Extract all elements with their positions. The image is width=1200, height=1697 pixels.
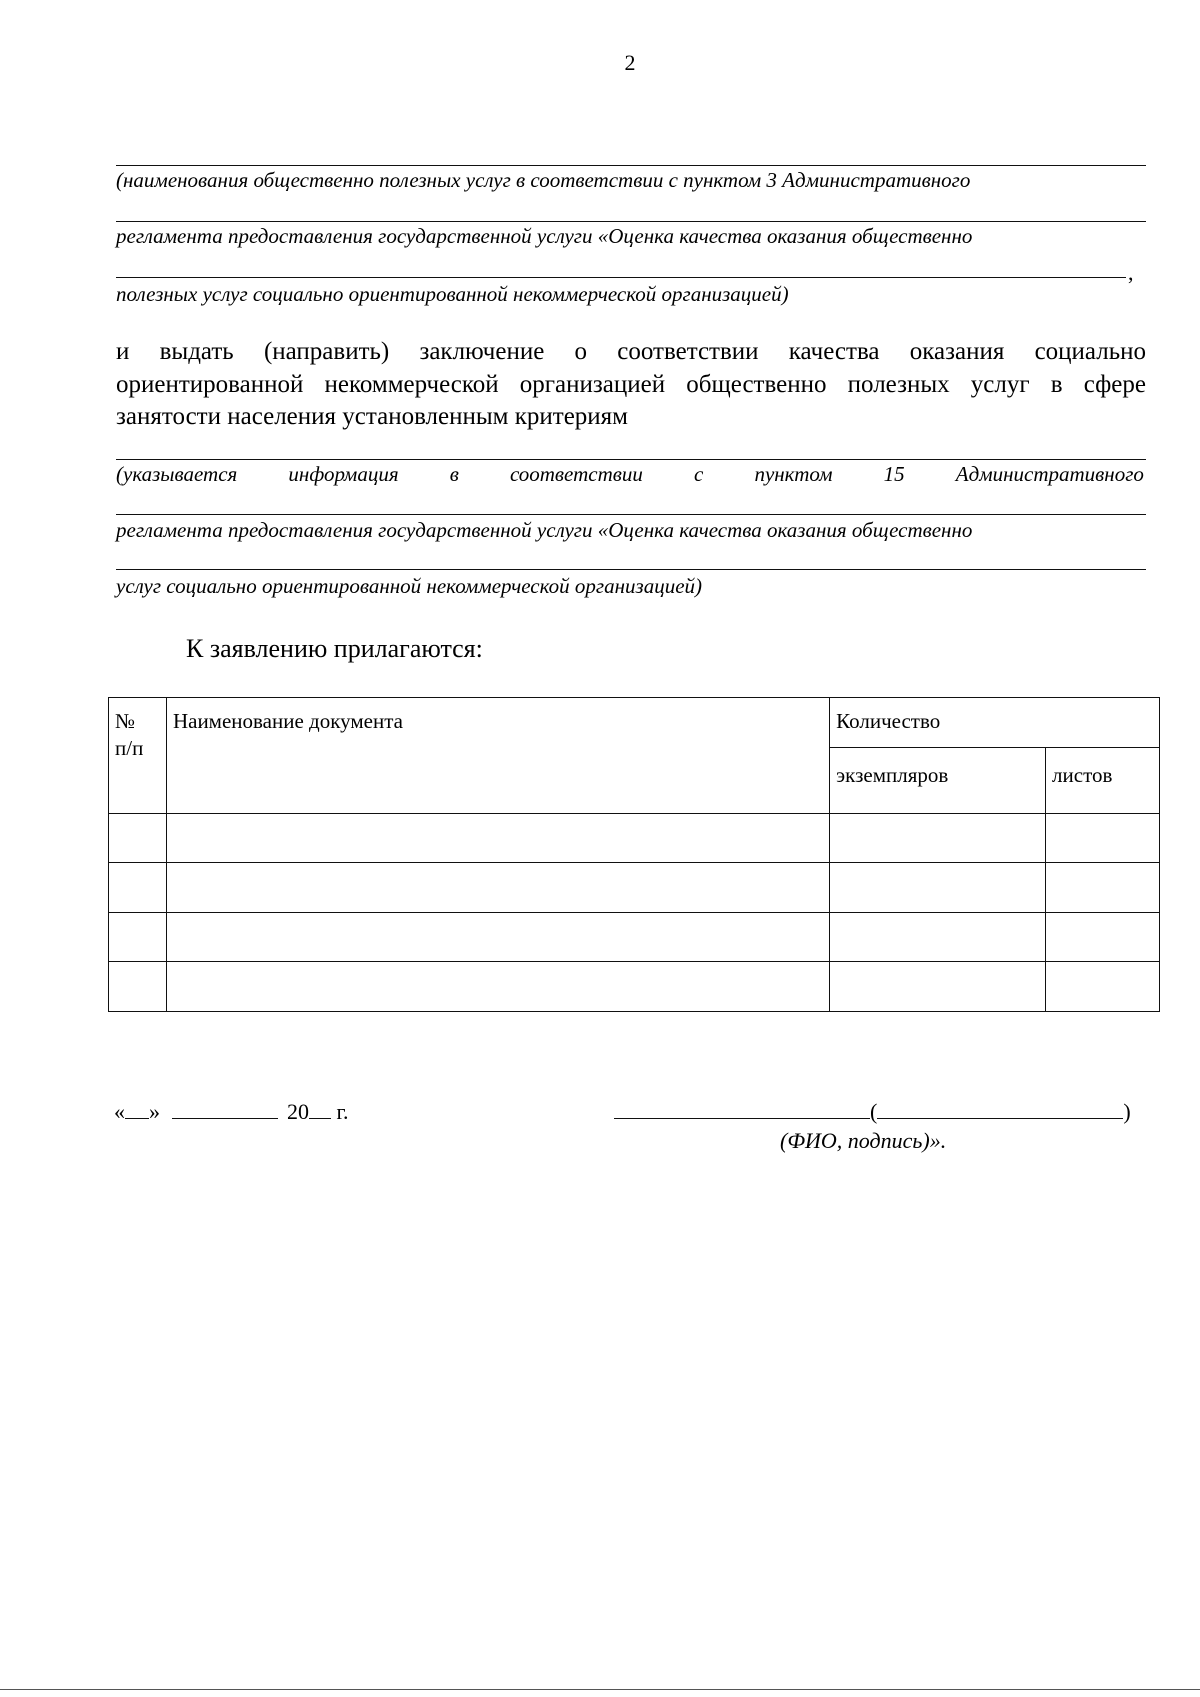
attachments-heading: К заявлению прилагаются: — [186, 634, 483, 663]
signature-blank[interactable] — [614, 1098, 870, 1119]
hint-criteria-line-3: услуг социально ориентированной некоммерческой организацией) — [116, 574, 703, 598]
blank-line-criteria-1 — [116, 459, 1146, 460]
table-row — [109, 863, 1160, 913]
month-blank[interactable] — [172, 1098, 278, 1119]
row-name-cell[interactable] — [166, 814, 829, 863]
table-row — [109, 814, 1160, 863]
row-copies-cell[interactable] — [830, 913, 1046, 962]
header-sheets-cell — [1046, 748, 1160, 814]
signature-open-paren: ( — [870, 1099, 878, 1124]
year-suffix: г. — [336, 1099, 349, 1124]
header-quantity-cell — [830, 698, 1160, 748]
page-bottom-rule — [0, 1689, 1200, 1690]
hint-service-line-1: (наименования общественно полезных услуг в соответствии с пунктом 3 Административного — [116, 168, 971, 192]
header-quantity: Количество — [836, 709, 941, 733]
hint-criteria-word: (указывается — [116, 462, 238, 486]
hint-criteria-line-2: регламента предоставления государственной услуги «Оценка качества оказания общественно — [116, 518, 973, 542]
signature-field — [614, 1098, 1131, 1125]
header-document-name: Наименование документа — [172, 709, 403, 733]
hint-criteria-word: пунктом — [754, 462, 833, 486]
hint-service-line-2: регламента предоставления государственной услуги «Оценка качества оказания общественно — [116, 224, 973, 248]
trailing-comma: , — [1128, 260, 1134, 285]
row-copies-cell[interactable] — [830, 962, 1046, 1012]
header-number: № п/п — [115, 709, 144, 760]
blank-line-service-3 — [116, 277, 1126, 278]
blank-line-criteria-3 — [116, 569, 1146, 570]
date-close-quote: » — [149, 1099, 160, 1124]
row-name-cell[interactable] — [166, 962, 829, 1012]
row-sheets-cell[interactable] — [1046, 863, 1160, 913]
row-sheets-cell[interactable] — [1046, 962, 1160, 1012]
year-blank[interactable] — [309, 1098, 331, 1119]
row-sheets-cell[interactable] — [1046, 913, 1160, 962]
table-row — [109, 913, 1160, 962]
hint-service-line-3: полезных услуг социально ориентированной некоммерческой организацией) — [116, 282, 789, 306]
hint-criteria-word: информация — [288, 462, 399, 486]
row-name-cell[interactable] — [166, 913, 829, 962]
header-copies-cell — [830, 748, 1046, 814]
hint-criteria-word: с — [693, 462, 704, 486]
hint-criteria-word: Административного — [955, 462, 1144, 486]
fio-blank[interactable] — [877, 1098, 1123, 1119]
date-open-quote: « — [114, 1099, 125, 1124]
signature-caption: (ФИО, подпись)». — [780, 1128, 947, 1153]
blank-line-service-2 — [116, 221, 1146, 222]
header-sheets: листов — [1052, 763, 1113, 787]
hint-criteria-word: в — [449, 462, 459, 486]
blank-line-service-1 — [116, 165, 1146, 166]
hint-criteria-word: 15 — [883, 462, 905, 486]
header-copies: экземпляров — [836, 763, 949, 787]
request-paragraph: и выдать (направить) заключение о соответствии качества оказания социально ориентированной некоммерческой организацией общественно полезных услуг в сфере занятости населения установленным критериям — [116, 338, 1146, 430]
row-copies-cell[interactable] — [830, 863, 1046, 913]
row-name-cell[interactable] — [166, 863, 829, 913]
year-prefix: 20 — [287, 1099, 309, 1124]
hint-criteria-word: соответствии — [509, 462, 643, 486]
blank-line-criteria-2 — [116, 514, 1146, 515]
attachments-table — [108, 697, 1160, 1012]
date-field — [114, 1098, 349, 1125]
row-copies-cell[interactable] — [830, 814, 1046, 863]
header-number-cell — [109, 698, 167, 814]
row-number-cell[interactable] — [109, 913, 167, 962]
header-name-cell — [166, 698, 829, 814]
row-number-cell[interactable] — [109, 962, 167, 1012]
row-number-cell[interactable] — [109, 814, 167, 863]
row-sheets-cell[interactable] — [1046, 814, 1160, 863]
hint-criteria-line-1 — [116, 462, 1144, 487]
page-number: 2 — [624, 50, 636, 75]
table-row — [109, 962, 1160, 1012]
row-number-cell[interactable] — [109, 863, 167, 913]
signature-close-paren: ) — [1123, 1099, 1131, 1124]
day-blank[interactable] — [125, 1098, 149, 1119]
